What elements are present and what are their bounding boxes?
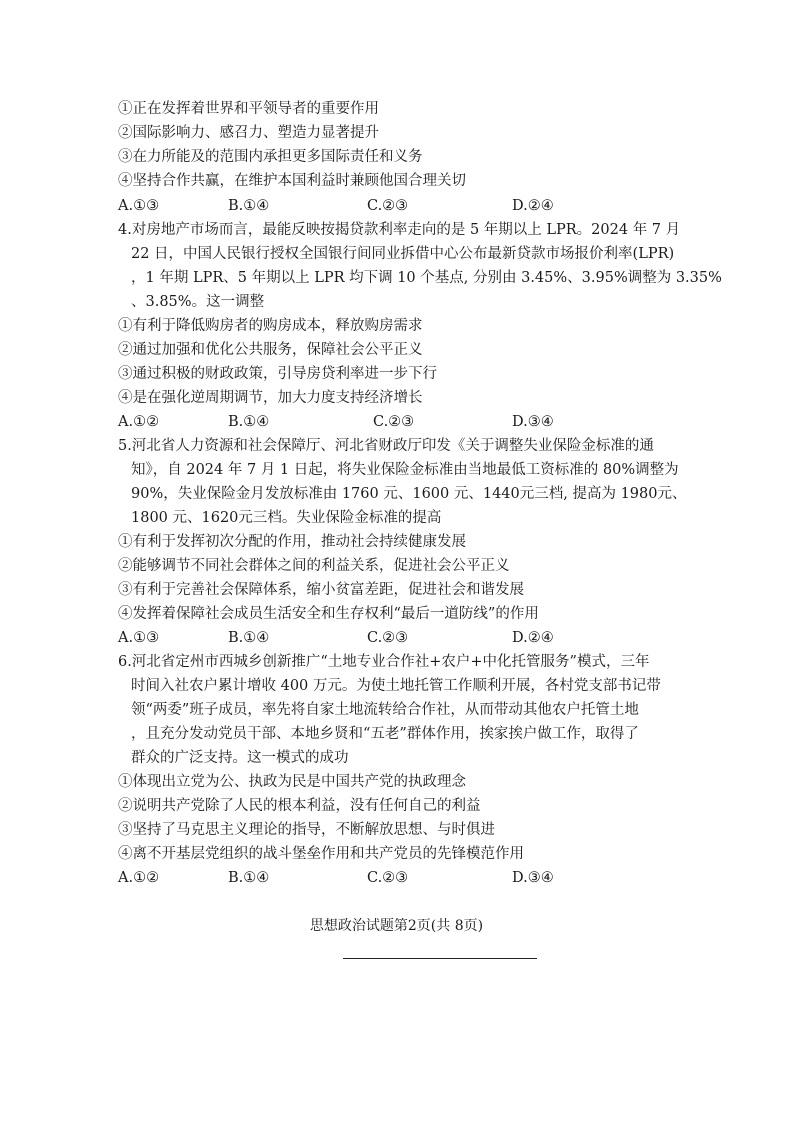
q4-option-a: A.①② [118,414,160,430]
page-footer: 思想政治试题第2页(共 8页) [309,918,484,934]
q5-stem-line-2: 知》，自 2024 年 7 月 1 日起，将失业保险金标准由当地最低工资标准的 80%调整为 [131,462,679,478]
q4-stem-line-2: 22 日，中国人民银行授权全国银行间同业拆借中心公布最新贷款市场报价利率(LPR) [131,246,675,262]
q4-item-4: ④是在强化逆周期调节，加大力度支持经济增长 [118,390,423,406]
q5-item-3: ③有利于完善社会保障体系，缩小贫富差距，促进社会和谐发展 [118,582,524,598]
q5-option-d: D.②④ [512,630,554,646]
q4-option-b: B.①④ [228,414,270,430]
q4-stem-line-3: ，1 年期 LPR、5 年期以上 LPR 均下调 10 个基点, 分别由 3.45%、3.95%调整为 3.35% [131,270,722,286]
q5-stem-line-1: 5.河北省人力资源和社会保障厅、河北省财政厅印发《关于调整失业保险金标准的通 [118,438,654,454]
q6-option-b: B.①④ [228,870,270,886]
q5-option-a: A.①③ [118,630,160,646]
q3-option-b: B.①④ [228,198,270,214]
q5-stem-line-3: 90%，失业保险金月发放标准由 1760 元、1600 元、1440元三档, 提高为 1980元、 [131,486,687,502]
q3-item-3: ③在力所能及的范围内承担更多国际责任和义务 [118,149,423,165]
q4-item-3: ③通过积极的财政政策，引导房贷利率进一步下行 [118,366,437,382]
q3-option-c: C.②③ [367,198,409,214]
q3-item-1: ①正在发挥着世界和平领导者的重要作用 [118,101,379,117]
q6-option-d: D.③④ [512,870,554,886]
q3-item-4: ④坚持合作共赢，在维护本国利益时兼顾他国合理关切 [118,173,466,189]
q6-stem-line-4: ，且充分发动党员干部、本地乡贤和“五老”群体作用，挨家挨户做工作，取得了 [131,726,639,742]
q4-item-1: ①有利于降低购房者的购房成本，释放购房需求 [118,318,423,334]
q6-stem-line-3: 领“两委”班子成员，率先将自家土地流转给合作社，从而带动其他农户托管土地 [131,702,639,718]
q5-option-c: C.②③ [367,630,409,646]
q4-stem-line-1: 4.对房地产市场而言，最能反映按揭贷款利率走向的是 5 年期以上 LPR。2024 年 7 月 [118,222,681,238]
q5-option-b: B.①④ [228,630,270,646]
q5-item-2: ②能够调节不同社会群体之间的利益关系，促进社会公平正义 [118,558,510,574]
q4-option-c: C.②③ [373,414,415,430]
q5-item-4: ④发挥着保障社会成员生活安全和生存权利“最后一道防线”的作用 [118,606,539,622]
q6-item-4: ④离不开基层党组织的战斗堡垒作用和共产党员的先锋模范作用 [118,846,524,862]
q3-item-2: ②国际影响力、感召力、塑造力显著提升 [118,125,379,141]
q3-option-a: A.①③ [118,198,160,214]
q6-stem-line-2: 时间入社农户累计增收 400 万元。为使土地托管工作顺利开展，各村党支部书记带 [131,678,661,694]
q6-stem-line-1: 6.河北省定州市西城乡创新推广“土地专业合作社+农户+中化托管服务”模式，三年 [118,654,650,670]
q5-item-1: ①有利于发挥初次分配的作用，推动社会持续健康发展 [118,534,466,550]
q6-option-c: C.②③ [367,870,409,886]
footer-divider [343,958,537,959]
q6-item-2: ②说明共产党除了人民的根本利益，没有任何自己的利益 [118,798,481,814]
q4-option-d: D.③④ [512,414,554,430]
q4-stem-line-4: 、3.85%。这一调整 [131,294,265,310]
q3-option-d: D.②④ [512,198,554,214]
q6-stem-line-5: 群众的广泛支持。这一模式的成功 [131,750,349,766]
q6-item-1: ①体现出立党为公、执政为民是中国共产党的执政理念 [118,774,466,790]
q4-item-2: ②通过加强和优化公共服务，保障社会公平正义 [118,342,423,358]
q6-option-a: A.①② [118,870,160,886]
q5-stem-line-4: 1800 元、1620元三档。失业保险金标准的提高 [131,510,442,526]
q6-item-3: ③坚持了马克思主义理论的指导，不断解放思想、与时俱进 [118,822,495,838]
